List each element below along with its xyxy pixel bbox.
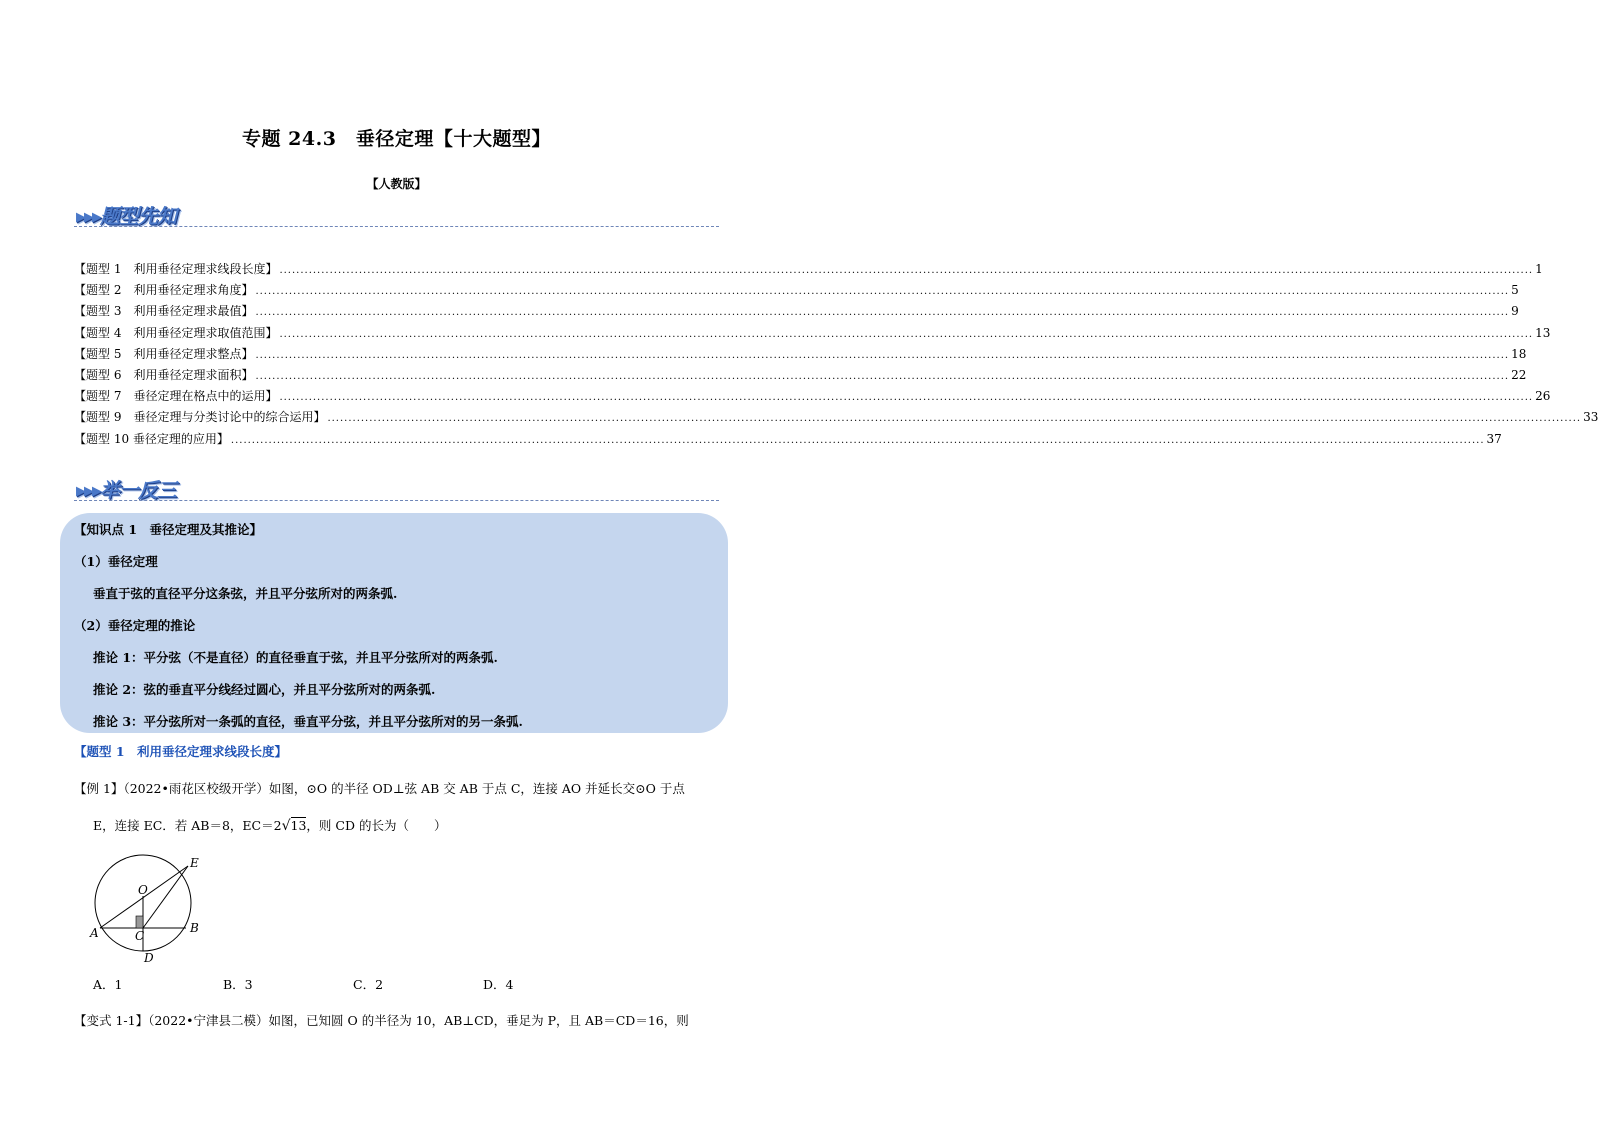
- choice-b: B．3: [223, 977, 253, 992]
- table-of-contents: [74, 260, 1598, 451]
- example-text-2a: E，连接 EC．若 AB＝8，EC＝2: [93, 818, 282, 833]
- knowledge-heading: 【知识点 1 垂径定理及其推论】: [74, 522, 263, 537]
- toc-item-page: 13: [1535, 325, 1551, 340]
- divider: [74, 500, 719, 501]
- toc-item-page: 18: [1511, 346, 1527, 361]
- toc-leader-dots: ............................................................................................................................................................................................................................................................................................................: [255, 349, 1510, 361]
- choice-d: D．4: [483, 977, 514, 992]
- line-ae: [100, 866, 188, 928]
- sqrt-value: 13: [290, 818, 307, 833]
- label-o: O: [138, 883, 148, 897]
- choice-c: C．2: [353, 977, 384, 992]
- toc-item-label: 【题型 6 利用垂径定理求面积】: [74, 367, 254, 382]
- toc-item-label: 【题型 10 垂径定理的应用】: [74, 431, 229, 446]
- circle-figure: [88, 848, 218, 968]
- example-tag: 【例 1】: [74, 781, 124, 796]
- corollary-2: 推论 2：弦的垂直平分线经过圆心，并且平分弦所对的两条弧.: [93, 682, 436, 697]
- toc-item-page: 26: [1535, 389, 1551, 404]
- label-b: B: [190, 921, 199, 935]
- choice-a: A．1: [93, 977, 123, 992]
- label-c: C: [135, 929, 145, 943]
- toc-item[interactable]: [74, 281, 1519, 302]
- toc-banner: [76, 200, 176, 229]
- example-1-line2: [93, 816, 446, 834]
- toc-item[interactable]: [74, 430, 1502, 451]
- toc-item-label: 【题型 2 利用垂径定理求角度】: [74, 283, 254, 298]
- toc-item[interactable]: [74, 366, 1527, 387]
- toc-item[interactable]: [74, 345, 1527, 366]
- toc-item-label: 【题型 4 利用垂径定理求取值范围】: [74, 325, 278, 340]
- toc-leader-dots: ............................................................................................................................................................................................................................................................................................................: [255, 370, 1510, 382]
- toc-item-label: 【题型 9 垂径定理与分类讨论中的综合运用】: [74, 410, 326, 425]
- toc-leader-dots: ............................................................................................................................................................................................................................................................................................................: [279, 392, 1534, 404]
- label-e: E: [190, 856, 199, 870]
- right-angle-mark: [136, 916, 143, 928]
- segment-ec: [143, 866, 188, 928]
- toc-leader-dots: ............................................................................................................................................................................................................................................................................................................: [230, 434, 1485, 446]
- example-1-line1: [74, 779, 685, 797]
- toc-leader-dots: ............................................................................................................................................................................................................................................................................................................: [327, 413, 1582, 425]
- sqrt-symbol: √: [281, 818, 291, 834]
- theorem-heading: （1）垂径定理: [74, 554, 158, 569]
- corollary-1: 推论 1：平分弦（不是直径）的直径垂直于弦，并且平分弦所对的两条弧.: [93, 650, 498, 665]
- page-title: 专题 24.3 垂径定理【十大题型】: [242, 128, 551, 150]
- toc-item[interactable]: [74, 324, 1551, 345]
- example-source: （2022•雨花区校级开学）: [123, 781, 269, 796]
- toc-leader-dots: ............................................................................................................................................................................................................................................................................................................: [279, 328, 1534, 340]
- toc-item-page: 5: [1511, 283, 1519, 298]
- toc-leader-dots: ............................................................................................................................................................................................................................................................................................................: [279, 265, 1534, 276]
- corollary-heading: （2）垂径定理的推论: [74, 618, 196, 633]
- label-d: D: [144, 951, 154, 965]
- toc-item-label: 【题型 3 利用垂径定理求最值】: [74, 304, 254, 319]
- examples-banner-text: 举一反三: [100, 478, 176, 502]
- toc-item-label: 【题型 7 垂径定理在格点中的运用】: [74, 389, 278, 404]
- toc-item-page: 1: [1535, 262, 1543, 276]
- toc-leader-dots: ............................................................................................................................................................................................................................................................................................................: [255, 307, 1510, 319]
- variant-1-1: [74, 1011, 689, 1029]
- toc-item[interactable]: [74, 387, 1551, 408]
- edition-label: 【人教版】: [366, 177, 427, 191]
- toc-item-page: 9: [1511, 304, 1519, 319]
- example-text: 如图，⊙O 的半径 OD⊥弦 AB 交 AB 于点 C，连接 AO 并延长交⊙O 于点: [268, 781, 685, 796]
- example-text-2b: ，则 CD 的长为（ ）: [306, 818, 447, 833]
- toc-banner-text: 题型先知: [100, 204, 176, 228]
- toc-item-page: 33: [1583, 410, 1598, 425]
- toc-item-label: 【题型 1 利用垂径定理求线段长度】: [74, 262, 278, 276]
- arrows-icon: ▶▶▶: [76, 484, 100, 499]
- variant-tag: 【变式 1-1】: [74, 1013, 149, 1028]
- toc-item-page: 22: [1511, 367, 1527, 382]
- section-heading: 【题型 1 利用垂径定理求线段长度】: [74, 744, 288, 759]
- corollary-3: 推论 3：平分弦所对一条弧的直径，垂直平分弦，并且平分弦所对的另一条弧.: [93, 714, 523, 729]
- label-a: A: [90, 926, 99, 940]
- arrows-icon: ▶▶▶: [76, 210, 100, 225]
- examples-banner: [76, 474, 176, 503]
- toc-item[interactable]: [74, 260, 1543, 281]
- toc-leader-dots: ............................................................................................................................................................................................................................................................................................................: [255, 286, 1510, 298]
- toc-item[interactable]: [74, 408, 1598, 429]
- variant-text: （2022•宁津县二模）如图，已知圆 O 的半径为 10，AB⊥CD，垂足为 P，且 AB＝CD＝16，则: [148, 1013, 689, 1028]
- toc-item[interactable]: [74, 302, 1519, 323]
- theorem-text: 垂直于弦的直径平分这条弦，并且平分弦所对的两条弧.: [93, 586, 398, 601]
- toc-item-label: 【题型 5 利用垂径定理求整点】: [74, 346, 254, 361]
- answer-choices: [93, 975, 613, 993]
- toc-item-page: 37: [1486, 431, 1502, 446]
- divider: [74, 226, 719, 227]
